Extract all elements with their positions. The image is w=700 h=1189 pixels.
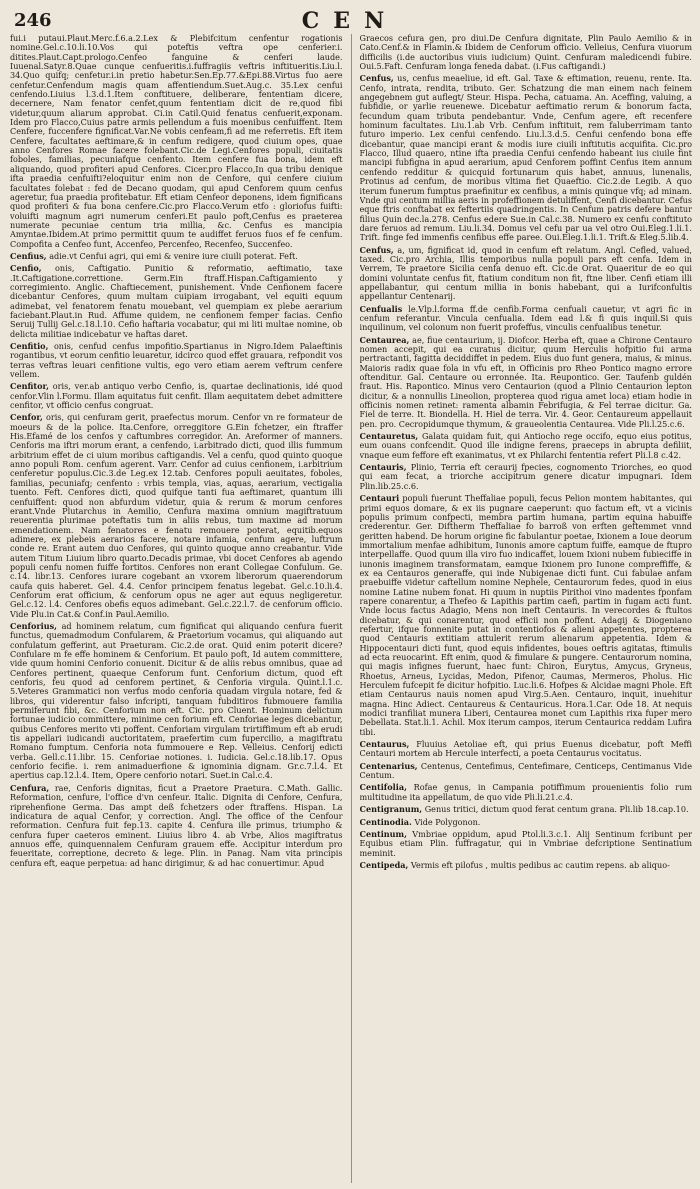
left-column xyxy=(10,34,343,1183)
running-head: CEN xyxy=(301,8,399,34)
entry-text: onis, cenfud cenfus impofitio.Spartianus in Nigro.Idem Palaeftinis rogantibus, vt eorum cenfitio leuaretur, idcirco quod effet grauara, refpondit vos terras veftras leuari cenfitione vultis, ego vero etiam aerem veftrum cenfere vellem. xyxy=(10,341,343,380)
dictionary-entry xyxy=(10,264,343,339)
entry-text: Galata quidam fuit, qui Antiocho rege occifo, equo eius potitus, eum ouans confcendit. Quod ille indigne ferens, praeceps in abrupta defiliit, vnaque eum feffore eft exanimatus, vt ex Philarchi fententia refert Pli.l.8 c.42. xyxy=(359,431,692,460)
dictionary-entry xyxy=(10,382,343,410)
entry-headword: Centinodia. xyxy=(359,816,412,827)
entry-headword: Cenfura, xyxy=(10,782,50,793)
entry-text: Genus tritici, dictum quod ferat centum grana. Pli.lib 18.cap.10. xyxy=(424,804,689,815)
entry-headword: Centaurus, xyxy=(359,739,410,750)
dictionary-entry xyxy=(360,805,693,814)
entry-text: Fluuius Aetoliae eft, qui prius Euenus dicebatur, poft Meffi Centauri mortem ab Hercule interfecti, a poeta Centaurus vocitatus. xyxy=(359,739,692,759)
entry-text: rae, Cenforis dignitas, ficut a Praetore Praetura. C.Math. Gallic. Reformation, cenfure, l'office d'vn cenfeur. Italic. Dignita di Cenfore, Cenfura, riprehenfione Germa. Das ampt deß fchetzers oder ftraffens. Hispan. La indicatura de aqual Cenfor, y correction. Angl. The office of the Cenfour reformation. Cenfura fuit fep.13. capite 4. Cenfura ille primus, triumpho & cenfura fuper caeteros eminent. Liuius libro 4. ab Vrbe, Alios magiftratus annuos effe, quinquennalem Cenfuram grauem effe. Accipitur interdum pro feueritate, correptione, decreto & lege. Plin. in Panag. Nam vita principis cenfura eft, eaque perpetua: ad hanc dirigimur, & ad hac conuertimur. Apud xyxy=(10,782,343,868)
entry-text: le.Vlp.l.forma ff.de cenfib.Forma cenfuali cauetur, vt agri fic in cenfum referantur. Vincula cenfualia. Idem ead l.& fi quis inquil.Si quis inquilinum, vel colonum non fuerit profeffus, vinculis cenfualibus tenetur. xyxy=(359,303,692,333)
entry-headword: Cenfitor, xyxy=(10,381,49,392)
entry-headword: Centenarius, xyxy=(359,760,418,771)
entry-headword: Cenfio, xyxy=(10,263,42,274)
entry-headword: Centauris, xyxy=(359,462,407,473)
column-divider xyxy=(351,34,352,1183)
entry-text: onis, Caftigatio. Punitio & reformatio, aeftimatio, taxe .It.Caftigatione.correttione. Germ.Ein ftraff.Hispan.Caftigamiento y corregimiento. Anglic. Chaftiecement, punishement. Vnde Cenfionem facere dicebantur Cenfores, quum multam cuipiam irrogabant, vel equiti equum adimebat, vel fenatorem fenatu mouebant, vel quempiam ex plebe aerarium faciebant.Plaut.in Rud. Affume quidem, ne cenfionem femper facias. Cenfio Seruij Tullij Gel.c.18.l.10. Cefio haftaria vocabatur, qui mi liti multae nomine, ob delicta militiae indicebatur ve haftas daret. xyxy=(10,263,343,339)
entry-text: Vide Polygonon. xyxy=(414,816,481,827)
page-header xyxy=(8,8,692,36)
dictionary-entry xyxy=(360,861,693,870)
entry-headword: Centipeda, xyxy=(359,859,409,870)
dictionary-entry xyxy=(360,818,693,827)
entry-headword: Cenfitio, xyxy=(10,341,49,351)
dictionary-entry xyxy=(10,34,343,249)
text-columns xyxy=(10,34,692,1183)
page-number: 246 xyxy=(14,10,52,31)
entry-text: ae, fiue centaurium, ij. Diofcor. Herba eft, quae a Chirone Centauro nomen accepit, qui ea curatus dicitur, quum Herculis hofpitio fui arma pertractanti, fagitta deciddiffet in pedem. Eius duo funt genera, maius, & minus. Maioris radix quae fola in vfu eft, in Officinis pro Rheo Pontico magno errore oftenditur. Gal. Centaure ou erronnée. Ita. Reupontico. Ger. Taufenb guldén fraut. His. Rapontico. Minus vero Centaurion (quod a Plinio Centaurion lepton dicitur, & a nonnullis Lineolion, propterea quod rigua amet loca) etiam hodie in officinis nomen retinet: ramenta albamin Febrifugia, & Fel terrae dicitur. Ga. Fiel de terre. It. Biondella. H. Hiel de terra. Vir. 4. Geor. Centaureum appellauit pen. pro. Cecropidumque thymum, & graueolentia Centaurea. Vide Pli.l.25.c.6. xyxy=(359,334,692,429)
entry-text: Vermis eft pilofus , multis pedibus ac cautim repens. ab aliquo- xyxy=(410,859,670,870)
dictionary-entry xyxy=(360,246,693,302)
entry-headword: Centauri xyxy=(359,493,400,504)
entry-headword: Cenfus, xyxy=(359,73,394,84)
entry-text: Plinio, Terria eft ceraurij fpecies, cognomento Triorches, eo quod qui eam fecat, a triorche accipitrum genere dicatur impugnari. Idem Plin.lib.25.c.6. xyxy=(359,462,692,491)
entry-headword: Centauretus, xyxy=(359,431,419,442)
dictionary-entry xyxy=(360,494,693,737)
dictionary-entry xyxy=(360,783,693,802)
dictionary-entry xyxy=(360,74,693,242)
entry-headword: Cenforius, xyxy=(10,620,57,631)
dictionary-entry xyxy=(360,34,693,71)
dictionary-entry xyxy=(360,830,693,858)
entry-headword: Cenfualis xyxy=(359,303,403,314)
entry-text: fui.i putaui.Plaut.Merc.f.6.a.2.Lex & Plebifcitum cenfentur rogationis nomine.Gel.c.10.li.10.Vos qui poteftis veftra ope cenferier.i. ditites.Plaut.Capt.prologo.Cenfeo fanguine & cenferi laude. Iuuenal.Satyr.8.Quae cunque cenfueritis.i.fuffragiis veftris inftitueritis.Liu.l. 34.Quo quifq; cenfetur.i.in pretio habetur.Sen.Ep.77.&Epi.88.Virtus fuo aere cenfetur.Cenfendum magis quam affentiendum.Suet.Aug.c. 35.Lex cenfui cenfendo.Liuius l.3.d.1.Item conftituere, deliberare, fententiam dicere, decernere, Nam fenator cenfet,quum fententiam dicit de re,quod fibi videtur,quum aliarum approbat. Ci.in Catil.Quid fenatus cenfuerit,exponam. Idem pro Flacco,Cuius patre armis pellendum a fuis moenibus cenfuiffent. Item Cenfere, fuccenfere fignificat.Var.Ne vobis cenfeam,fi ad me referretis. Eft item Cenfere, facultates aeftimare,& in cenfum redigere, quod ciuium opes, quae anno Cenfores Romae facere folebant.Cic.de Legi.Cenfores populi, ciuitatis foboles, familias, pecuniafque cenfento. Item cenfere fua bona, idem eft aliquando, quod profiteri apud Cenfores. Cicer.pro Flacco,In qua tribu denique ifta praedia cenfuifti?eloquitur enim non de Cenfore, qui cenfere ciuium facultates folebat : fed de Decano quodam, qui apud Cenforem quum cenfus ageretur, fua praedia profitebatur. Eft etiam Cenfeor deponens, idem fignificans quod profiteri & fua bona cenfere.Cic.pro Flacco.Verum etfo : gloriofus fuifti: voluifti magnum agri numerum cenferi.Et paulo poft,Cenfus es praeterea numerate pecuniae centum tria millia, &c. Cenfus es mancipia Amyntae.Ibidem.At primo permittit quum te audiffet feruos fuos ef fe cenfum. Compofita a Cenfeo funt, Accenfeo, Percenfeo, Recenfeo, Succenfeo. xyxy=(10,34,343,249)
entry-headword: Cenfus, xyxy=(359,244,394,255)
entry-text: Graecos cefura gen, pro diui.De Cenfura dignitate, Plin Paulo Aemilio & in Cato.Cenf.& in Flamin.& Ibidem de Cenforum officio. Velleius, Cenfura viuorum difficilis (i.de auctoribus viuis iudicium) Quint. Cenfuram maledicendi fubire. Oui.5.Faft. Cenfuram longa feneda dabat. (i.Fus caftigandi.) xyxy=(359,34,692,72)
dictionary-entry xyxy=(360,432,693,460)
entry-headword: Cenfius, xyxy=(10,250,47,261)
dictionary-entry xyxy=(360,463,693,491)
entry-text: populi fuerunt Theffaliae populi, fecus Pelion montem habitantes, qui primi equos domare, & ex iis pugnare caeperunt: quo factum eft, vt a vicinis populis primum confpecti, membra partim humana, partim equina habuiffe crederentur. Ger. Diftherm Theffaliae fo barroß von erften geftemmet vnnd geritten habend. De horum origine fic fabulantur poetae, Ixionem a Ioue deorum immortalium menfae adhibitum, Iunonis amore captum fuiffe, eamque de ftupro interpellaffe. Quod quum illa viro fuo indicaffet, louem Ixioni nubem fubieciffe in iunonis imaginem transformatam, eamque Ixionem pro Iunone compreffiffe, & ex ea Centauros generaffe, qui inde Nubigenae dicti funt. Cui fabulae anfam praebuiffe videtur caftellum nomine Nephele, Centaurorum fedes, quod in eius nomine Latine nubem fonat. Hi quum in nuptiis Pirithoi vino madentes fponfam rapere conarentur, a Thefeo & Lapithis partim caefi, partim in fugam acti funt. Vnde locus factus Adagio, Mens non ineft Centauris. In verecordes & ftultos dicebatur, & qui conarentur, quod efficii non poffent. Adagij & Diogeniano refertur, ifque fonnenite putat in contentiofos & alieni appetentes, propterea quod Centauris extitiam attulerit rerum alienarum appetentia. Idem & Hippocentauri dicti funt, quod equis infidentes, boues oeftris agitatas, ftimulis ad ecta reuocarint. Eft enim, quod & fimulare & pungere. Centaurorum nomina, qui magis infignes fuerunt, haec funt: Chiron, Eurytus, Amycus, Gryneus, Rhoetus, Arneus, Lycidas, Medon, Pifenor, Caumas, Mermeros, Pholus. Hic Herculem fufcepit fe dicitur hofpitio. Luc.li.6. Hofpes & Alcidae magni Phole. Eft etiam Centaurus nauis nomen apud Virg.5.Aen. Centauro, inquit, inuehitur magna. Hinc Adiect. Centaureus & Centauricus. Hora.1.Car. Ode 18. At nequis modici tranfiliat munera Liberi, Centaurea monet cum Lapithis rixa fuper mero Debellata. Stat.li.1. Achil. Mox iterum campos, iterum Centaurica reddam Lufira tibi. xyxy=(359,493,692,737)
dictionary-entry xyxy=(10,413,343,619)
entry-text: oris, ver.ab antiquo verbo Cenfio, is, quartae declinationis, idé quod cenfor.Vlin l.Formu. Illam aquitatus fuit cenfit. Illam aequitatem debet admittere cenfitor, vt officio cenfus congruat. xyxy=(10,381,343,411)
entry-text: us, cenfus meaeliue, id eft. Gal. Taxe & eftimation, reuenu, rente. Ita. Cenfo, intrata, rendita, tributo. Ger. Schatzung die man einem nach feinem angegebnem gut auflegt/ Steur. Hispa. Pecha, catuama. An. Aceffing, valuing, a fubfidie, or yarlie reuenewe. Dicebatur aeftimatio rerum & bonorum facta, fecundum quam tributa pendebantur. Vnde, Cenfum agere, eft recenfere hominum facultates. Liu.1.ab Vrb. Cenfum inftituit, rem faluberrimam tanto futuro imperio. Lex cenfui cenfendo. Liu.l.3.d.5. Cenfui cenfendo bona effe dicebantur, quae mancipi erant & modis iure ciuili inftitutis acquifita. Cic.pro Flacco, Illud quaero, ntine ifta praedia Cenfui cenfendo habeant ius ciuile fint mancipi fubfigna in apud aerarium, apud Cenforem poffint Cenfus item annum cenfendo redditur & quicquid fortunarum quis habet, annuus, lunenalis, Protinus ad cenfum, de moribus vltima fiet Quaeftio. Cic.2.de Legib. A quo iterum funerum fumptus praefinitur ex cenfibus, a minis quinque vfq; ad minam. Vnde qui centum millia aeris in profeffionem detuliffent, Cenfi dicebantur. Cefus eque ftris conftabat ex feftertiis quadringentis. In Cenfum patris defere bantur filius Quin dec.la.278. Cenfus edere Sue.in Cal.c.38. Numero ex cenfu conftituto dare feruos ad remum. Liu.li.34. Domus vel cefu par ua vel otro Oui.Eleg.1.li.1. Trift. finge fed immenfis cenfibus effe paree. Oui.Eleg.1.li.1. Trift.& Eleg.5.lib.4. xyxy=(359,73,692,243)
entry-headword: Centaurea, xyxy=(359,334,410,345)
right-column xyxy=(360,34,693,1183)
entry-headword: Centinum, xyxy=(359,828,407,839)
entry-headword: Centigranum, xyxy=(359,804,423,815)
dictionary-entry xyxy=(10,784,343,868)
dictionary-entry xyxy=(10,622,343,781)
dictionary-entry xyxy=(360,762,693,781)
entry-text: Centenus, Centefimus, Centefimare, Centiceps, Centimanus Vide Centum. xyxy=(359,760,692,781)
entry-headword: Centifolia, xyxy=(359,782,407,793)
dictionary-entry xyxy=(360,740,693,759)
dictionary-entry xyxy=(10,252,343,261)
entry-headword: Cenfor, xyxy=(10,412,43,423)
entry-text: Rofae genus, in Campania potiffimum prouenientis folio rum multitudine ita appellatum, de quo vide Pli.li.21.c.4. xyxy=(359,782,692,802)
entry-text: ad hominem relatum, cum fignificat qui aliquando cenfura fuerit functus, quemadmodum Confularem, & Praetorium vocamus, qui aliquando aut confulatum gefferint, aut Praeturam. Cic.2.de orat. Quid enim poterit dicere? Confulare m fe effe hominem & Cenforium. Et paulo poft, Id autem committere, vide quum homini Cenforio conuenit. Dicitur & de aliis rebus omnibus, quae ad Cenfores pertinent, quaeque Cenforum funt. Cenforium dictum, quod eft cenforis, feu quod ad cenforem pertinet, & Cenforia virgula. Quint.l.1.c. 5.Veteres Grammatici non verfus modo cenforia quadam virgula notare, fed & libros, qui viderentur falso infcripti, tanquam fubditiros fubmouere familia permiferunt fibi, &c. Cenforium non eft. Cic. pro Cluent. Hominum delictum fortunae iudicio committere, minime cen forium eft. Cenforiae leges dicebantur, quibus Cenfores merito vti poffent. Cenforiam virgulam trirtiffimum eft ab erudi tis appellari iudicandi auctoritatem, praefertim cum fupercilio, a magiftratu Romano fumptum. Cenforia nota fummouere e Rep. Velleius. Cenforij edicti verba. Gell.c.11.libr. 15. Cenforiae notiones. i. Iudicia. Gel.c.18.lib.17. Opus cenforio fecifie. i. rem animaduerfione & ignominia dignam. Gr.c.7.l.4. Et apertius cap.12.l.4. Item, Opere cenforio notari. Suet.in Cal.c.4. xyxy=(10,620,343,781)
dictionary-entry xyxy=(360,336,693,429)
entry-text: oris, qui cenfuram gerit, praefectus morum. Cenfor vn re formateur de moeurs & de la police. Ita.Cenfore, orreggitore G.Ein fchetzer, ein ftraffer His.Efamé de los cenfos y caftumbres corregidor. An. Areformer of manners. Cenforis ma iftri morum erant, a cenfendo, i.arbitrado dicti, quod illis fummum arbitrium effet de ci uium moribus caftigandis. Vel a cenfu, quod quinto quoque anno populi Rom. cenfum agerent. Varr. Cenfor ad cuius cenfionem, i.arbitrium cenferetur populus.Cic.3.de Leg.ex 12.tab. Cenfores populi aeuitates, foboles, familias, pecuniafq; cenfento : vrbis templa, vias, aquas, aerarium, vectigalia tuento. Feft. Cenfores dicti, quod quifque tanti fua aeftimaret, quantum illi cenfuiffent: quod non abfurdum videtur, quia & rerum & morum cenfores erant.Vnde Plutarchus in Aemilio, Cenfura maxima omnium magiftratuum reuerentia plurimae poteftatis tum in aliis rebus, tum maxime ad morum emendationem. Nam fenatores e fenatu remouere poterat, equitib.equos adimere, ex plebeis aerarios facere, notare infamia, cenfum agere, luftrum conde re. Erant autem duo Cenfores, qui quinto quoque anno creabantur. Vide autem Titum Liuium libro quarto.Decadis primae, vbi docet Cenfores ab agendo populi cenfu nomen fuiffe fortitos. Cenfores non erant Collegae Confulum. Ge. c.14. libr.13. Cenfores iurare cogebant an vxorem liberorum quaerendorum caufa quis haberet. Gel. 4.4. Cenfor principem fenatus legebat. Gel.c.10.li.4. Cenforum erat officium, & cenforum opus ne ager aut equus negligeretur. Gel.c.12. l.4. Cenfores obefis equos adimebant. Gel.c.22.l.7. de cenforum officio. Vide Plu.in Cat.& Conf.in Paul.Aemilio. xyxy=(10,412,343,619)
entry-text: adie.vt Cenfui agri, qui emi & venire iure ciuili poterat. Feft. xyxy=(49,250,298,261)
dictionary-entry xyxy=(10,342,343,379)
dictionary-entry xyxy=(360,305,693,333)
entry-text: Vmbriae oppidum, apud Ptol.li.3.c.1. Alij Sentinum fcribunt per Equibus etiam Plin. fuffragatur, qui in Vmbriae defcriptione Sentinatium meminit. xyxy=(359,828,692,858)
entry-text: a, um, fignificat id, quod in cenfum eft relatum. Angl. Cefled, valued, taxed. Cic.pro Archia, Illis temporibus nulla populi pars eft cenfa. Idem in Verrem, Te praetore Sicilia cenfa denuo eft. Cic.de Orat. Quaeritur de eo qui domini voluntate cenfus fit, ftatium conditum non fit, ftne liber. Cenfi etiam illi appellabantur, qui centum millia in bonis habebant, qui a Iurifconfultis appellantur Centenarij. xyxy=(359,244,692,302)
